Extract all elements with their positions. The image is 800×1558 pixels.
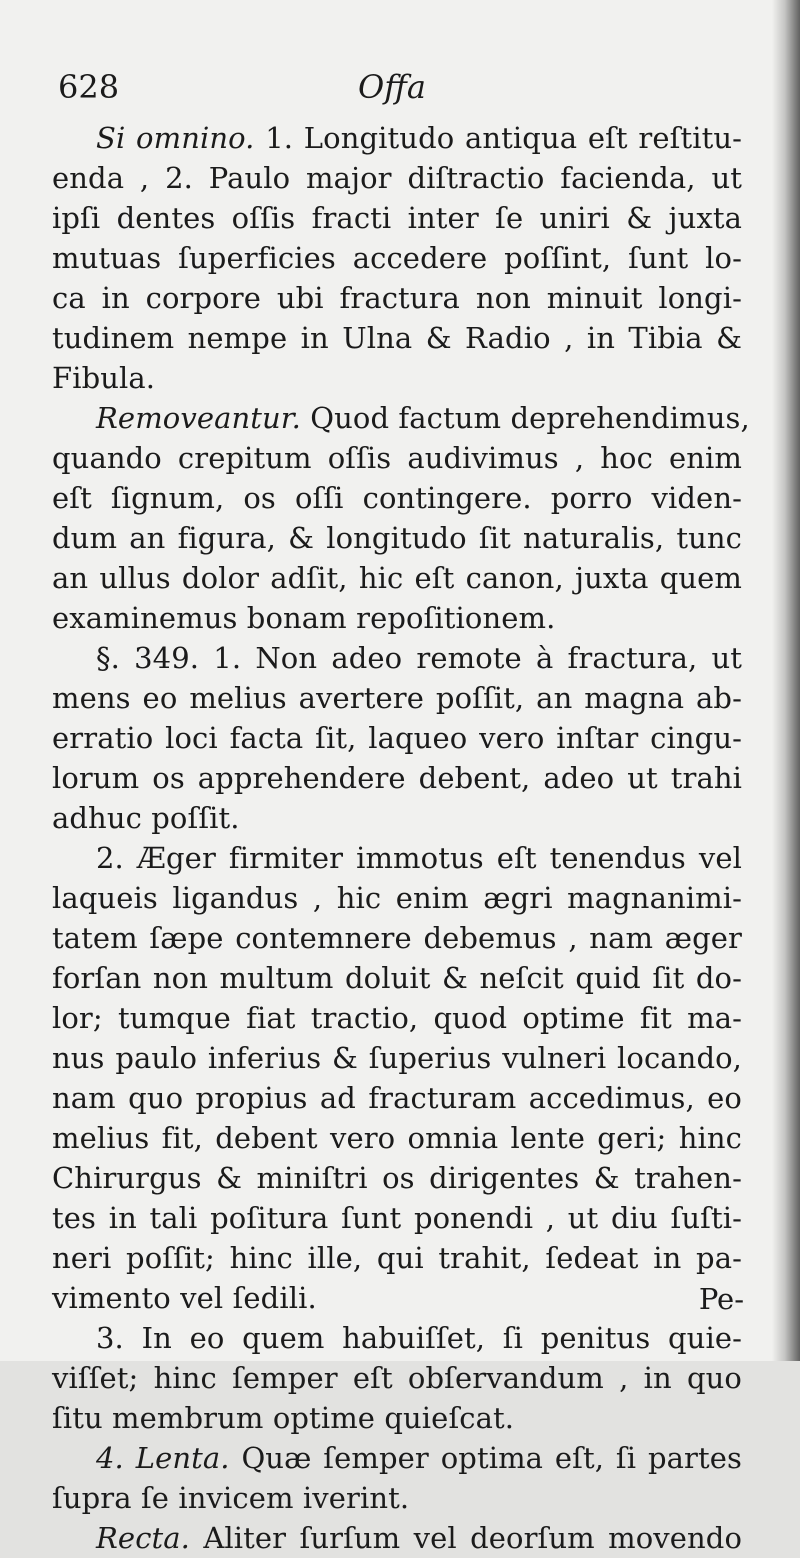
text-line [52,918,742,958]
line-text: §. 349. 1. Non adeo remote à fractura, ut [96,641,742,675]
text-line [52,638,742,678]
catchword: Pe- [698,1282,744,1316]
line-text: lorum os apprehendere debent, adeo ut trahi [52,761,742,795]
line-text: viſſet; hinc ſemper eſt obſervandum , in quo [52,1361,742,1395]
page-header [58,68,742,116]
text-line [52,1398,742,1438]
line-text: ipſi dentes oſſis fracti inter ſe uniri & juxta [52,201,742,235]
text-line [52,1438,742,1478]
line-text: Quod factum deprehendimus, [310,401,750,435]
text-line [52,158,742,198]
line-text: examinemus bonam repoſitionem. [52,601,556,635]
line-text: dum an figura, & longitudo ſit naturalis, tunc [52,521,742,555]
line-text: vimento vel ſedili. [52,1281,317,1315]
line-text: quando crepitum oſſis audivimus , hoc enim [52,441,742,475]
text-line [52,1358,742,1398]
text-line [52,878,742,918]
text-line [52,838,742,878]
line-text: lor; tumque fiat tractio, quod optime fit ma- [52,1001,742,1035]
text-line [52,1478,742,1518]
line-text: eſt ſignum, os oſſi contingere. porro viden- [52,481,742,515]
text-line [52,1078,742,1118]
line-text: Aliter ſurſum vel deorſum movendo [203,1521,742,1555]
line-text: laqueis ligandus , hic enim ægri magnanimi- [52,881,742,915]
line-text: an ullus dolor adſit, hic eſt canon, juxta quem [52,561,742,595]
text-line [52,398,750,438]
text-line [52,478,742,518]
text-line [52,118,742,158]
line-text: forſan non multum doluit & neſcit quid ſit do- [52,961,742,995]
italic-lemma: Removeantur. [96,401,301,435]
line-text: nus paulo inferius & ſuperius vulneri locando, [52,1041,742,1075]
text-line [52,678,742,718]
line-text: neri poſſit; hinc ille, qui trahit, ſedeat in pa- [52,1241,742,1275]
italic-lemma: 4. Lenta. [96,1441,230,1475]
line-text: ſitu membrum optime quieſcat. [52,1401,515,1435]
line-text: 2. Æger firmiter immotus eſt tenendus vel [96,841,742,875]
text-line [52,598,742,638]
text-line [52,758,742,798]
line-text: melius fit, debent vero omnia lente geri; hinc [52,1121,742,1155]
line-text: ſupra ſe invicem iverint. [52,1481,410,1515]
italic-lemma: Recta. [96,1521,191,1555]
line-text: erratio loci facta ſit, laqueo vero inſtar cingu- [52,721,742,755]
line-text: adhuc poſſit. [52,801,240,835]
text-line [52,358,742,398]
line-text: Fibula. [52,361,156,395]
line-text: ca in corpore ubi fractura non minuit longi- [52,281,742,315]
text-line [52,1158,742,1198]
text-line [52,798,742,838]
text-line [52,1518,742,1558]
line-text: tudinem nempe in Ulna & Radio , in Tibia & [52,321,742,355]
line-text: tes in tali poſitura ſunt ponendi , ut diu ſuſti- [52,1201,742,1235]
text-line [52,438,742,478]
line-text: enda , 2. Paulo major diſtractio facienda, ut [52,161,742,195]
text-line [52,1238,742,1278]
text-line [52,1318,742,1358]
running-head: Offa [358,68,426,106]
line-text: mutuas ſuperficies accedere poſſint, ſunt lo- [52,241,742,275]
text-line [52,278,742,318]
text-line [52,1038,742,1078]
text-line [52,1278,742,1318]
text-line [52,1118,742,1158]
italic-lemma: Si omnino. [96,121,255,155]
text-line [52,958,742,998]
text-line [52,718,742,758]
line-text: 3. In eo quem habuiſſet, ſi penitus quie- [96,1321,742,1355]
line-text: mens eo melius avertere poſſit, an magna ab- [52,681,742,715]
page-number: 628 [58,68,120,106]
text-line [52,518,742,558]
body-text [52,118,750,1558]
line-text: tatem ſæpe contemnere debemus , nam æger [52,921,742,955]
text-line [52,558,742,598]
text-line [52,1198,742,1238]
text-line [52,238,742,278]
line-text: nam quo propius ad fracturam accedimus, eo [52,1081,742,1115]
text-line [52,318,742,358]
text-line [52,998,742,1038]
text-line [52,198,742,238]
line-text: Chirurgus & miniſtri os dirigentes & trahen- [52,1161,742,1195]
line-text: Quæ ſemper optima eſt, ſi partes [241,1441,742,1475]
line-text: 1. Longitudo antiqua eſt reſtitu- [265,121,742,155]
